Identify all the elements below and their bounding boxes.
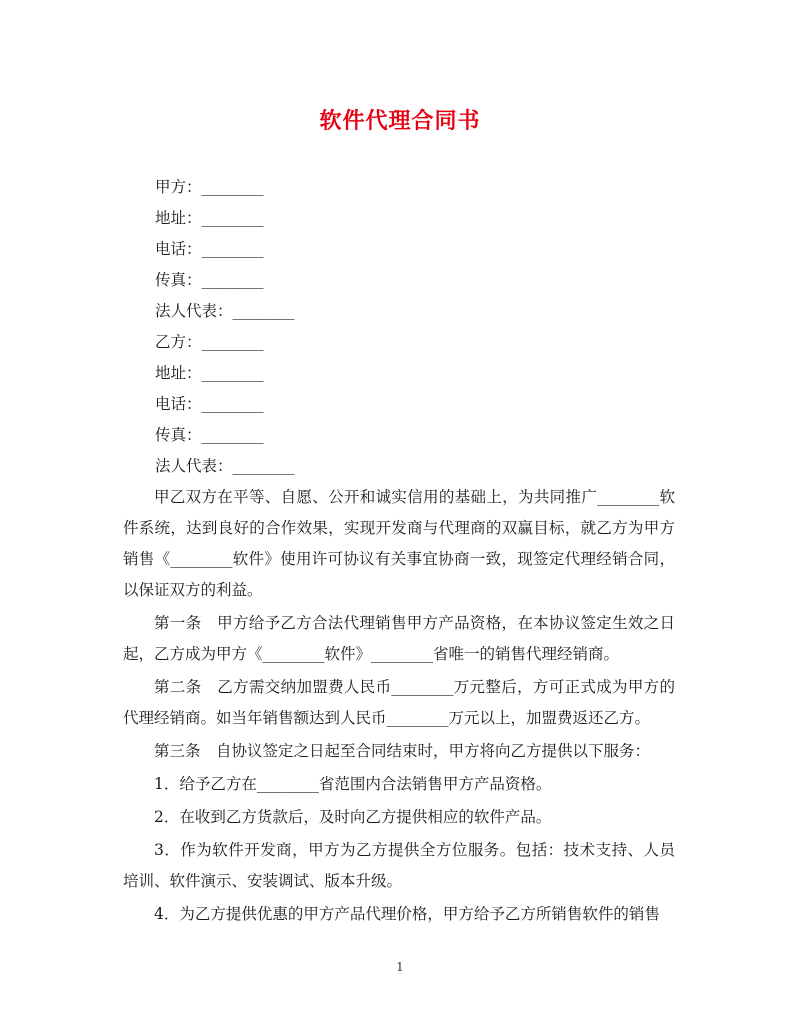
service-item-1: 1．给予乙方在________省范围内合法销售甲方产品资格。 xyxy=(154,775,552,793)
party-a-name-line: 甲方：________ xyxy=(155,178,264,196)
contract-body xyxy=(123,482,675,932)
preamble-paragraph: 甲乙双方在平等、自愿、公开和诚实信用的基础上，为共同推广________软件系统，达到良好的合作效果，实现开发商与代理商的双赢目标，就乙方为甲方销售《________软件》使用许可协议有关事宜协商一致，现签定代理经销合同，以保证双方的利益。 xyxy=(123,488,675,599)
party-b-name-line: 乙方：________ xyxy=(155,333,264,351)
party-a-phone-line: 电话：________ xyxy=(155,240,264,258)
party-a-fax-line: 传真：________ xyxy=(155,271,264,289)
party-info-list xyxy=(155,172,675,482)
party-b-legal-rep-line: 法人代表：________ xyxy=(155,457,295,475)
service-item-2: 2．在收到乙方货款后，及时向乙方提供相应的软件产品。 xyxy=(154,808,552,826)
article-2-paragraph: 第二条 乙方需交纳加盟费人民币________万元整后，方可正式成为甲方的代理经销商。如当年销售额达到人民币________万元以上，加盟费返还乙方。 xyxy=(123,678,675,727)
document-title: 软件代理合同书 xyxy=(319,108,481,134)
article-3-paragraph: 第三条 自协议签定之日起至合同结束时，甲方将向乙方提供以下服务： xyxy=(154,742,651,760)
party-a-address-line: 地址：________ xyxy=(155,209,264,227)
service-item-4: 4．为乙方提供优惠的甲方产品代理价格，甲方给予乙方所销售软件的销售 xyxy=(154,905,660,923)
party-a-legal-rep-line: 法人代表：________ xyxy=(155,302,295,320)
party-b-fax-line: 传真：________ xyxy=(155,426,264,444)
service-item-3: 3．作为软件开发商，甲方为乙方提供全方位服务。包括：技术支持、人员培训、软件演示、安装调试、版本升级。 xyxy=(123,841,675,890)
page-number: 1 xyxy=(396,960,404,974)
party-b-address-line: 地址：________ xyxy=(155,364,264,382)
article-1-paragraph: 第一条 甲方给予乙方合法代理销售甲方产品资格，在本协议签定生效之日起，乙方成为甲方《________软件》________省唯一的销售代理经销商。 xyxy=(123,614,675,663)
party-b-phone-line: 电话：________ xyxy=(155,395,264,413)
